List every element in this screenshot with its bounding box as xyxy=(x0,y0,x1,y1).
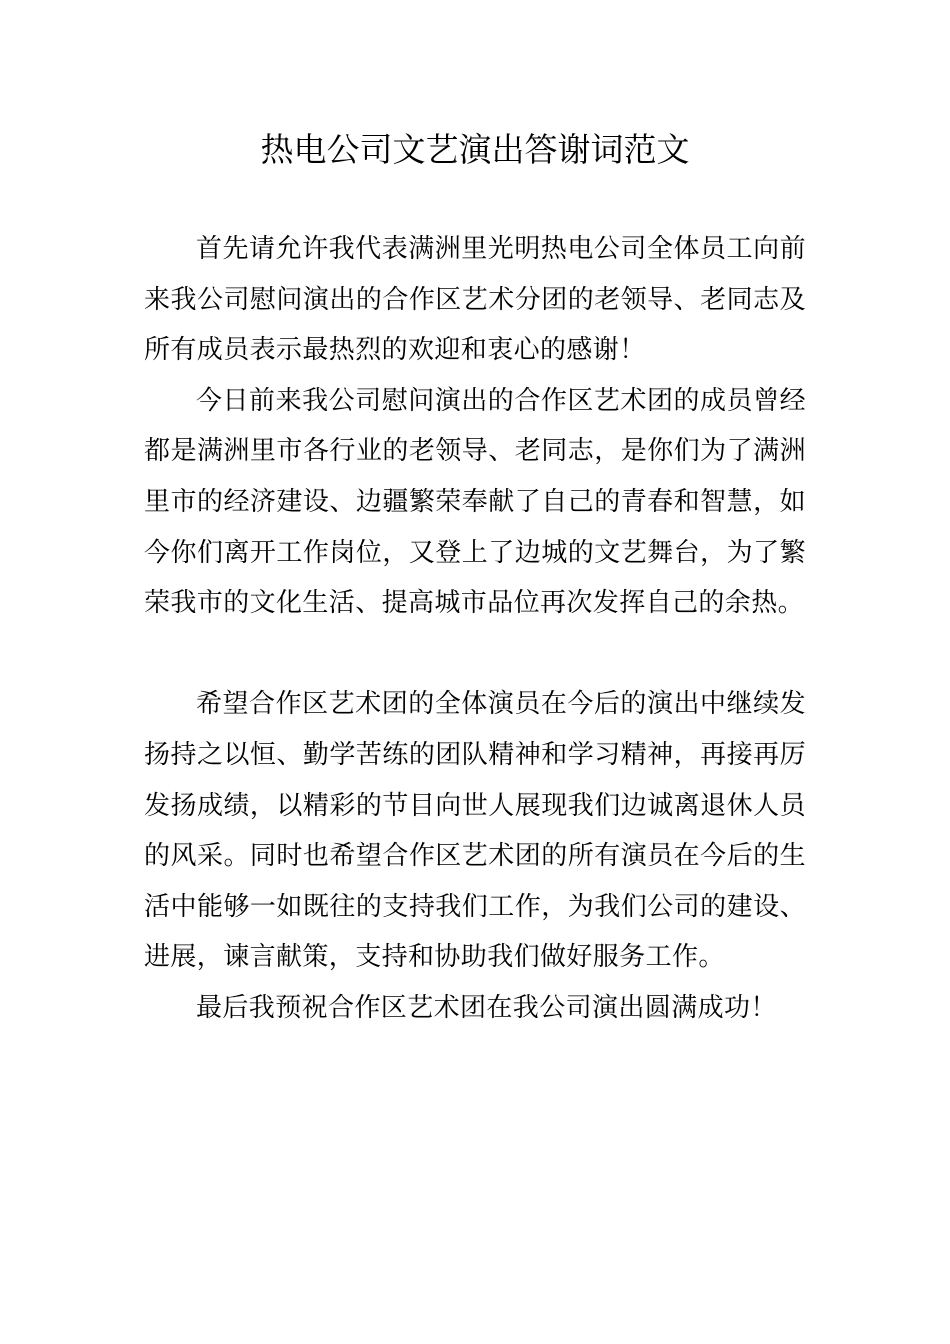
paragraph-hopes: 希望合作区艺术团的全体演员在今后的演出中继续发扬持之以恒、勤学苦练的团队精神和学习精神，再接再厉发扬成绩，以精彩的节目向世人展现我们边诚离退休人员的风采。同时也希望合作区艺术团的所有演员在今后的生活中能够一如既往的支持我们工作，为我们公司的建设、进展，谏言献策，支持和协助我们做好服务工作。 xyxy=(144,689,806,973)
paragraph-closing: 最后我预祝合作区艺术团在我公司演出圆满成功！ xyxy=(196,992,777,1023)
document-body xyxy=(144,224,806,1034)
document-title: 热电公司文艺演出答谢词范文 xyxy=(260,130,690,169)
paragraph-spacer xyxy=(144,629,806,680)
paragraph-members: 今日前来我公司慰问演出的合作区艺术团的成员曾经都是满洲里市各行业的老领导、老同志，是你们为了满洲里市的经济建设、边疆繁荣奉献了自己的青春和智慧，如今你们离开工作岗位，又登上了边城的文艺舞台，为了繁荣我市的文化生活、提高城市品位再次发挥自己的余热。 xyxy=(144,385,806,619)
paragraph-welcome: 首先请允许我代表满洲里光明热电公司全体员工向前来我公司慰问演出的合作区艺术分团的老领导、老同志及所有成员表示最热烈的欢迎和衷心的感谢！ xyxy=(144,234,806,366)
